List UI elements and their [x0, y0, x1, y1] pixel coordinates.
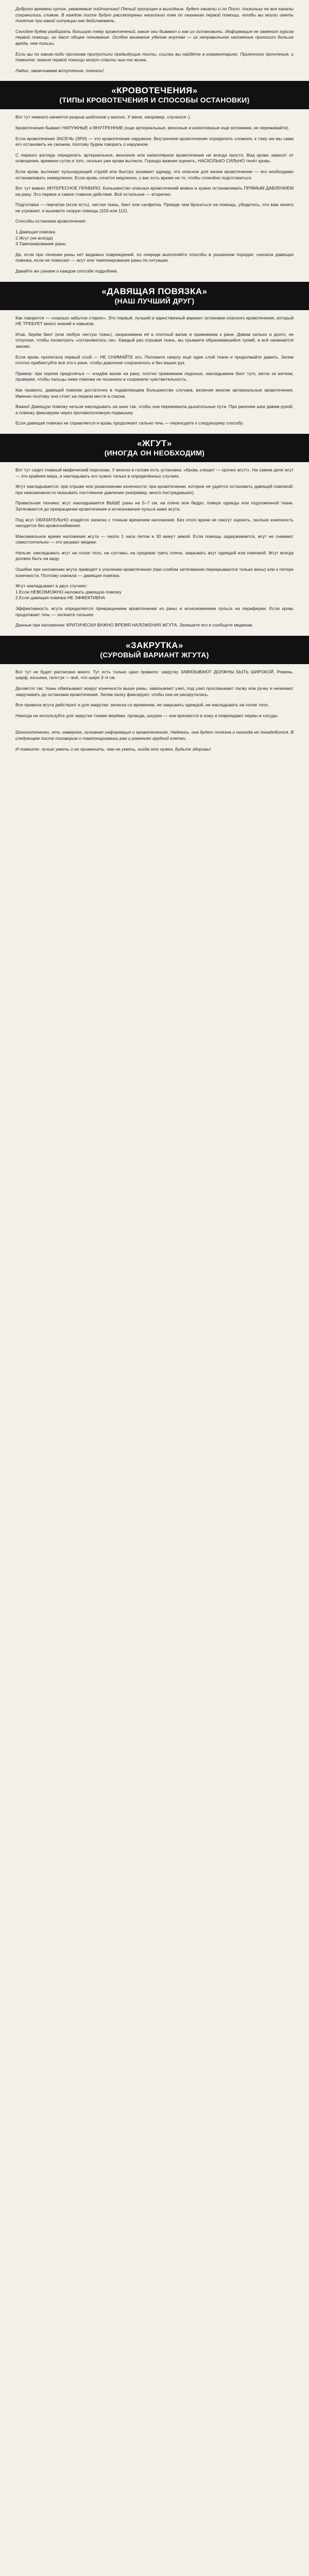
section-body: [15, 114, 294, 274]
section-subtitle: (ИНОГДА ОН НЕОБХОДИМ): [104, 448, 205, 457]
intro-paragraph: Доброго времени суток, уважаемые пойтончики! Пятый пропущен в выходные, будет начаты и по Пост, поскольку не все каналы сохранились словом. В каждом посте будут рассмотрены несколько тем по оказанию первой помощи, чтобы вы могли иметь понятие при какой ситуации как действовать.: [15, 6, 294, 24]
body-paragraph: Да, если при лечении раны нет видимых повреждений, по очереди выполняйте способы в указанном порядке: сначала давящая повязка, если не помогает — жгут или тампонирование раны по ситуации.: [15, 251, 294, 263]
intro-text: [15, 0, 294, 74]
section-title: «ЖГУТ»: [137, 438, 172, 448]
body-paragraph: С первого взгляда определить артериальное, венозное или капиллярное кровотечение не всегда просто. Вид крови зависит от освещения, времени суток и того, сколько уже крови вытекло. Гораздо важнее оценить, НАСКОЛЬКО СИЛЬНО течёт кровь.: [15, 152, 294, 164]
body-paragraph: Если кровь вытекает пульсирующей струёй или быстро заливает одежду, это опасное для жизни кровотечение — его необходимо останавливать немедленно. Если кровь сочится медленно, у вас есть время на то, чтобы спокойно подготовиться.: [15, 168, 294, 180]
body-paragraph: Вот тут немного начнется разрыв шаблонов у многих. У меня, например, случился :): [15, 114, 190, 120]
list-item: Жгут накладывают в двух случаях:: [15, 583, 88, 589]
section-twist-tourniquet: [15, 636, 294, 719]
outro-paragraph: Шоколоточенко, это, наверное, основная информация о кровотечениях. Надеюсь, она будет полезна и никогда не понадобится. В следующем посте поговорим о тампонировании ран и ранениях грудной клетки.: [15, 730, 294, 741]
body-paragraph: Кровотечения бывают НАРУЖНЫЕ и ВНУТРЕННИЕ (еще артериальные, венозные и капиллярные еще вспомним, не переживайте).: [15, 125, 289, 130]
body-paragraph: Если кровь пропитала первый слой — НЕ СНИМАЙТЕ его. Положите сверху ещё один слой ткани и продолжайте давить. Затем плотно прибинтуйте всё это к ране, чтобы давление сохранялось и без ваших рук.: [15, 354, 294, 366]
body-paragraph: Никогда не используйте для закрутки тонкие верёвки, провода, шнурки — они врезаются в кожу и повреждают нервы и сосуды.: [15, 713, 279, 718]
intro-paragraph: Сегодня будем разбирать большую тему кровотечений, какие они бывают и как их остановить. Информация не заменит курсов первой помощи, но даст общее понимание. Особое внимание уделим жгутам — их неправильное наложение приносит больше вреда, чем пользы.: [15, 28, 294, 46]
section-subtitle: (ТИПЫ КРОВОТЕЧЕНИЯ И СПОСОБЫ ОСТАНОВКИ): [59, 96, 250, 105]
section-pressure-bandage: [15, 282, 294, 427]
section-heading: [0, 282, 309, 310]
outro-paragraph: И помните: лучше уметь и не применить, чем не уметь, когда это нужно. Будьте здоровы!: [15, 746, 211, 752]
body-paragraph: Если кровотечение ЗАСЕЧЬ (ЗРИ) — это кровотечение наружное. Внутреннее кровотечение определить сложнее, к тому же мы сами его остановить не сможем, поэтому будем говорить о наружном.: [15, 135, 294, 147]
section-title: «ДАВЯЩАЯ ПОВЯЗКА»: [101, 286, 208, 296]
body-paragraph: Максимальное время наложения жгута — около 1 часа летом и 30 минут зимой. Если помощь задерживается, жгут не снимают самостоятельно — это решают медики.: [15, 533, 294, 545]
body-paragraph: Делается так: ткань обвязывают вокруг конечности выше раны, завязывают узел, под узел просовывают палку или ручку и начинают закручивать до остановки кровотечения. Затем палку фиксируют, чтобы она не раскрутилась.: [15, 686, 294, 697]
body-paragraph: Все правила жгута действуют и для закрутки: записка со временем, не закрывать одеждой, не накладывать на голое тело.: [15, 702, 269, 708]
list-item: 1.Если НЕВОЗМОЖНО наложить давящую повязку: [15, 589, 122, 595]
body-paragraph: Вот тут не будет расписано много. Тут есть только одно правило: закрутку ЗАВЯЗЫВАЮТ ДОЛЖНЫ БЫТЬ ШИРОКОЙ. Ремень, шарф, косынка, галстук — всё, что шире 3–4 см.: [15, 669, 294, 681]
list-item: 2.Жгут (не всегда): [15, 235, 53, 241]
body-paragraph: Данные при наложении: КРИТИЧЕСКИ ВАЖНО ВРЕМЯ НАЛОЖЕНИЯ ЖГУТА. Запишите его и сообщите медикам.: [15, 622, 253, 628]
section-title: «ЗАКРУТКА»: [126, 640, 183, 650]
section-subtitle: (СУРОВЫЙ ВАРИАНТ ЖГУТА): [100, 650, 209, 659]
body-paragraph: Если давящая повязка не справляется и кровь продолжает сильно течь — переходите к следующему способу.: [15, 420, 244, 426]
section-title: «КРОВОТЕЧЕНИЯ»: [111, 86, 198, 96]
intro-paragraph: Если вы по каким-либо причинам пропустили предыдущие посты, ссылки вы найдёте в комментариях. Приятного прочтения, и помните: знания первой помощи могут спасти чью-то жизнь.: [15, 51, 294, 63]
list-item: 2.Если давящая повязка НЕ ЭФФЕКТИВНА: [15, 595, 106, 601]
body-paragraph: Нельзя: накладывать жгут на голое тело, на суставы, на среднюю треть плеча, закрывать жгут одеждой или повязкой. Жгут всегда должен быть на виду.: [15, 550, 294, 562]
intro-paragraph: Ладно, заканчиваем вступление, поехали!: [15, 67, 104, 73]
body-paragraph: Под жгут ОБЯЗАТЕЛЬНО кладётся записка с точным временем наложения. Без этого врачи не смогут оценить, сколько конечность находится без кровоснабжения.: [15, 517, 294, 529]
section-bleeding: [15, 81, 294, 274]
body-paragraph: Подготовка — перчатки (если есть), чистая ткань, бинт или салфетка. Прежде чем броситься на помощь, убедитесь, что вам ничего не угрожает, и вызовите скорую помощь (103 или 112).: [15, 202, 294, 213]
list-item: 3.Тампонирование раны: [15, 241, 66, 247]
body-paragraph: Итак, берём бинт (или любую чистую ткань), сворачиваем её в плотный валик и прижимаем к ране. Давим сильно и долго, не отпуская, чтобы посмотреть «остановилось ли». Каждый раз отрывая ткань, вы срываете образовавшийся тромб, и всё начинается заново.: [15, 331, 294, 349]
body-paragraph: Жгут накладывается: при отрыве или размозжении конечности; при кровотечении, которое не удаётся остановить давящей повязкой; при невозможности оказывать постоянное давление (например, много пострадавших).: [15, 484, 294, 495]
section-body: [15, 467, 294, 629]
body-paragraph: Пример: при порезе предплечья — кладём валик на рану, плотно прижимаем ладонью, накладываем бинт туго, виток за витком, проверяя, чтобы пальцы ниже повязки не посинели и сохраняли чувствительность.: [15, 370, 294, 382]
section-heading: [0, 434, 309, 462]
body-paragraph: Как говорится — «хорошо забытое старое». Это первый, лучший и единственный вариант остановки опасного кровотечения, который НЕ ТРЕБУЕТ много знаний и навыков.: [15, 315, 294, 327]
body-paragraph: Правильная техника: жгут накладывается ВЫШЕ раны на 5–7 см, на плечо или бедро, поверх одежды или подложенной ткани. Затягивается до прекращения кровотечения и исчезновения пульса ниже жгута.: [15, 500, 294, 512]
section-heading: [0, 636, 309, 664]
body-paragraph: Эффективность жгута определяется прекращением кровотечения из раны и исчезновением пульса на периферии. Если кровь продолжает течь — затяните сильнее.: [15, 606, 294, 617]
body-paragraph: Давайте же узнаем о каждом способе подробнее.: [15, 268, 118, 274]
section-body: [15, 315, 294, 427]
outro-text: [15, 723, 294, 752]
body-paragraph: Ошибки при наложении жгута приводят к усилению кровотечения (при слабом затягивании перекрываются только вены) или к потере конечности. Поэтому сначала — давящая повязка.: [15, 567, 294, 578]
body-paragraph: Важно! Давящую повязку нельзя накладывать на шею так, чтобы она пережимала дыхательные пути. При ранении шеи давим рукой, а повязку фиксируем через противоположную подмышку.: [15, 404, 294, 415]
section-body: [15, 669, 294, 719]
body-paragraph: Вот тут важно: ИНТЕРЕСНОЕ ПРАВИЛО. Большинство опасных кровотечений можно и нужно останавливать ПРЯМЫМ ДАВЛЕНИЕМ на рану. Это первое и самое главное действие. Всё остальное — вторично.: [15, 185, 294, 197]
section-heading: [0, 81, 309, 109]
methods-list: [15, 229, 294, 247]
body-paragraph: Как правило, давящей повязки достаточно в подавляющем большинстве случаев, включая многие артериальные кровотечения. Именно поэтому она стоит на первом месте в списке.: [15, 387, 294, 399]
body-paragraph: Способы остановки кровотечения:: [15, 218, 87, 224]
section-tourniquet: [15, 434, 294, 629]
body-paragraph: Вот тут сидит главный мифический персонаж. У многих в голове есть установка: «Кровь хлещет — срочно жгут!». На самом деле жгут — это крайняя мера, и накладывать его нужно только в определённых случаях.: [15, 467, 294, 479]
list-item: 1.Давящая повязка: [15, 229, 56, 235]
section-subtitle: (НАШ ЛУЧШИЙ ДРУГ): [114, 296, 195, 305]
tourniquet-cases-list: [15, 583, 294, 601]
